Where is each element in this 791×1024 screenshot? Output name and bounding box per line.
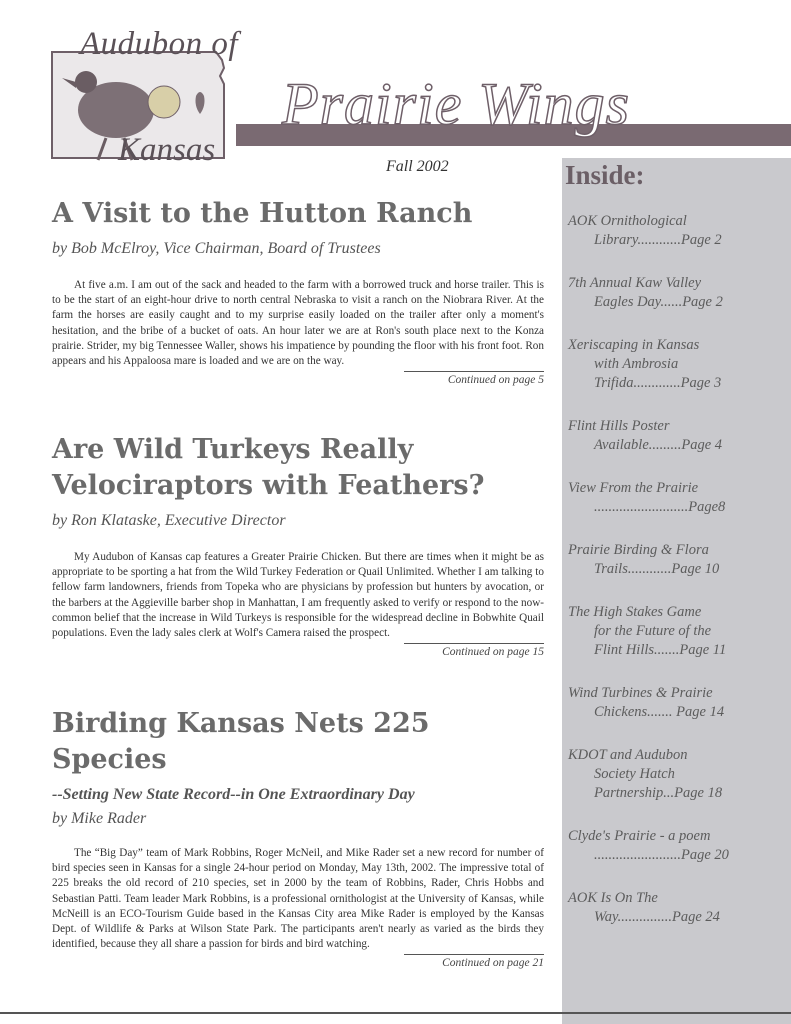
headline-line: Are Wild Turkeys Really bbox=[52, 434, 414, 465]
article-byline: by Bob McElroy, Vice Chairman, Board of Trustees bbox=[52, 240, 381, 257]
masthead-org-bottom: Kansas bbox=[118, 132, 216, 168]
article-wild-turkeys bbox=[52, 432, 544, 658]
article-headline: Birding Kansas Nets 225 Species bbox=[52, 708, 430, 775]
toc-line: Partnership...Page 18 bbox=[594, 785, 723, 801]
toc-item[interactable] bbox=[568, 274, 782, 312]
continued-link[interactable]: Continued on page 15 bbox=[404, 643, 544, 658]
article-body: My Audubon of Kansas cap features a Greater Prairie Chicken. But there are times when it might be as appropriate to be sporting a hat from the Wild Turkey Federation or Quail Unlimited. Whether I am talking to fellow farm landowners, friends from Topeka who are physicians by profession but hunters by avocation, or the barbers at the Aggieville barber shop in Manhattan, I am frequently asked to verify or respond to the now-common belief that the increase in Wild Turkeys is responsible for the widespread decline in Bobwhite Quail populations. Even the lady sales clerk at Wolf's Camera raised the prospect. bbox=[52, 551, 544, 640]
toc-line: Flint Hills Poster bbox=[568, 418, 670, 434]
article-subhead: --Setting New State Record--in One Extraordinary Day bbox=[52, 786, 415, 803]
toc-item[interactable] bbox=[568, 746, 782, 803]
toc-item[interactable] bbox=[568, 827, 782, 865]
toc-line: Wind Turbines & Prairie bbox=[568, 685, 713, 701]
toc-line: Eagles Day......Page 2 bbox=[594, 294, 723, 310]
toc-item[interactable] bbox=[568, 479, 782, 517]
article-headline bbox=[52, 432, 544, 504]
continued-link[interactable]: Continued on page 5 bbox=[404, 371, 544, 386]
toc-item[interactable] bbox=[568, 336, 782, 393]
toc-line: Available.........Page 4 bbox=[594, 437, 723, 453]
toc-line: with Ambrosia bbox=[594, 356, 679, 372]
toc-item[interactable] bbox=[568, 603, 782, 660]
toc-line: AOK Is On The bbox=[568, 890, 658, 906]
toc-line: Xeriscaping in Kansas bbox=[568, 337, 700, 353]
toc-line: ..........................Page8 bbox=[594, 499, 726, 515]
toc-line: Chickens....... Page 14 bbox=[594, 704, 725, 720]
article-body: At five a.m. I am out of the sack and headed to the farm with a borrowed truck and horse trailer. This is to be the start of an eight-hour drive to north central Nebraska to visit a ranch on the Niobrara River. At the farm the horses are easily caught and to my surprise easily loaded on the trailer after only a moment's hesitation, and the bribe of a bucket of oats. An hour later we are at Ron's south place next to the Konza prairie. Strider, my big Tennessee Waller, shows his impatience by pounding the floor with his front foot. Ron appears and his Appaloosa mare is loaded and we are on the way. bbox=[52, 279, 544, 368]
continued-link[interactable]: Continued on page 21 bbox=[404, 954, 544, 969]
toc-line: 7th Annual Kaw Valley bbox=[568, 275, 702, 291]
toc-item[interactable] bbox=[568, 541, 782, 579]
headline-line: Velociraptors with Feathers? bbox=[52, 470, 485, 501]
issue-season: Fall 2002 bbox=[386, 158, 449, 175]
article-birding-kansas bbox=[52, 706, 544, 969]
article-headline: A Visit to the Hutton Ranch bbox=[52, 198, 473, 229]
footer-rule bbox=[0, 1012, 791, 1014]
toc-line: KDOT and Audubon bbox=[568, 747, 688, 763]
toc-item[interactable] bbox=[568, 684, 782, 722]
article-body: The “Big Day” team of Mark Robbins, Roger McNeil, and Mike Rader set a new record for number of bird species seen in Kansas for a single 24-hour period on Monday, May 13th, 2002. The impressive total of 225 breaks the old record of 210 species, set in 2000 by the team of Robbins, Rader, Chris Hobbs and Sebastian Patti. Team leader Mark Robbins, is a professional ornithologist at the University of Kansas, while McNeill is an ECO-Tourism Guide based in the Kansas City area Mike Rader is employed by the Kansas Dept. of Wildlife & Parks at Wilson State Park. The participants aren't nearly as varied as the birds they identified, because they all share a passion for birds and bird watching. bbox=[52, 847, 544, 951]
masthead-title: Prairie Wings bbox=[282, 71, 631, 137]
toc-line: Clyde's Prairie - a poem bbox=[568, 828, 711, 844]
toc-item[interactable] bbox=[568, 212, 782, 250]
toc-line: Trifida.............Page 3 bbox=[594, 375, 722, 391]
toc-line: View From the Prairie bbox=[568, 480, 699, 496]
toc-line: Society Hatch bbox=[594, 766, 675, 782]
article-byline: by Ron Klataske, Executive Director bbox=[52, 512, 286, 529]
toc-line: Flint Hills.......Page 11 bbox=[594, 642, 727, 658]
toc-item[interactable] bbox=[568, 417, 782, 455]
toc-line: for the Future of the bbox=[594, 623, 712, 639]
toc-item[interactable] bbox=[568, 889, 782, 927]
toc-line: Way...............Page 24 bbox=[594, 909, 720, 925]
toc-line: AOK Ornithological bbox=[568, 213, 687, 229]
toc-line: Prairie Birding & Flora bbox=[568, 542, 709, 558]
toc-line: ........................Page 20 bbox=[594, 847, 729, 863]
table-of-contents bbox=[568, 212, 782, 951]
toc-line: Trails............Page 10 bbox=[594, 561, 720, 577]
article-byline: by Mike Rader bbox=[52, 810, 147, 827]
toc-line: Library............Page 2 bbox=[594, 232, 722, 248]
article-hutton-ranch bbox=[52, 196, 544, 386]
toc-line: The High Stakes Game bbox=[568, 604, 702, 620]
inside-title: Inside: bbox=[565, 160, 645, 190]
masthead-org-top: Audubon of bbox=[80, 26, 239, 62]
